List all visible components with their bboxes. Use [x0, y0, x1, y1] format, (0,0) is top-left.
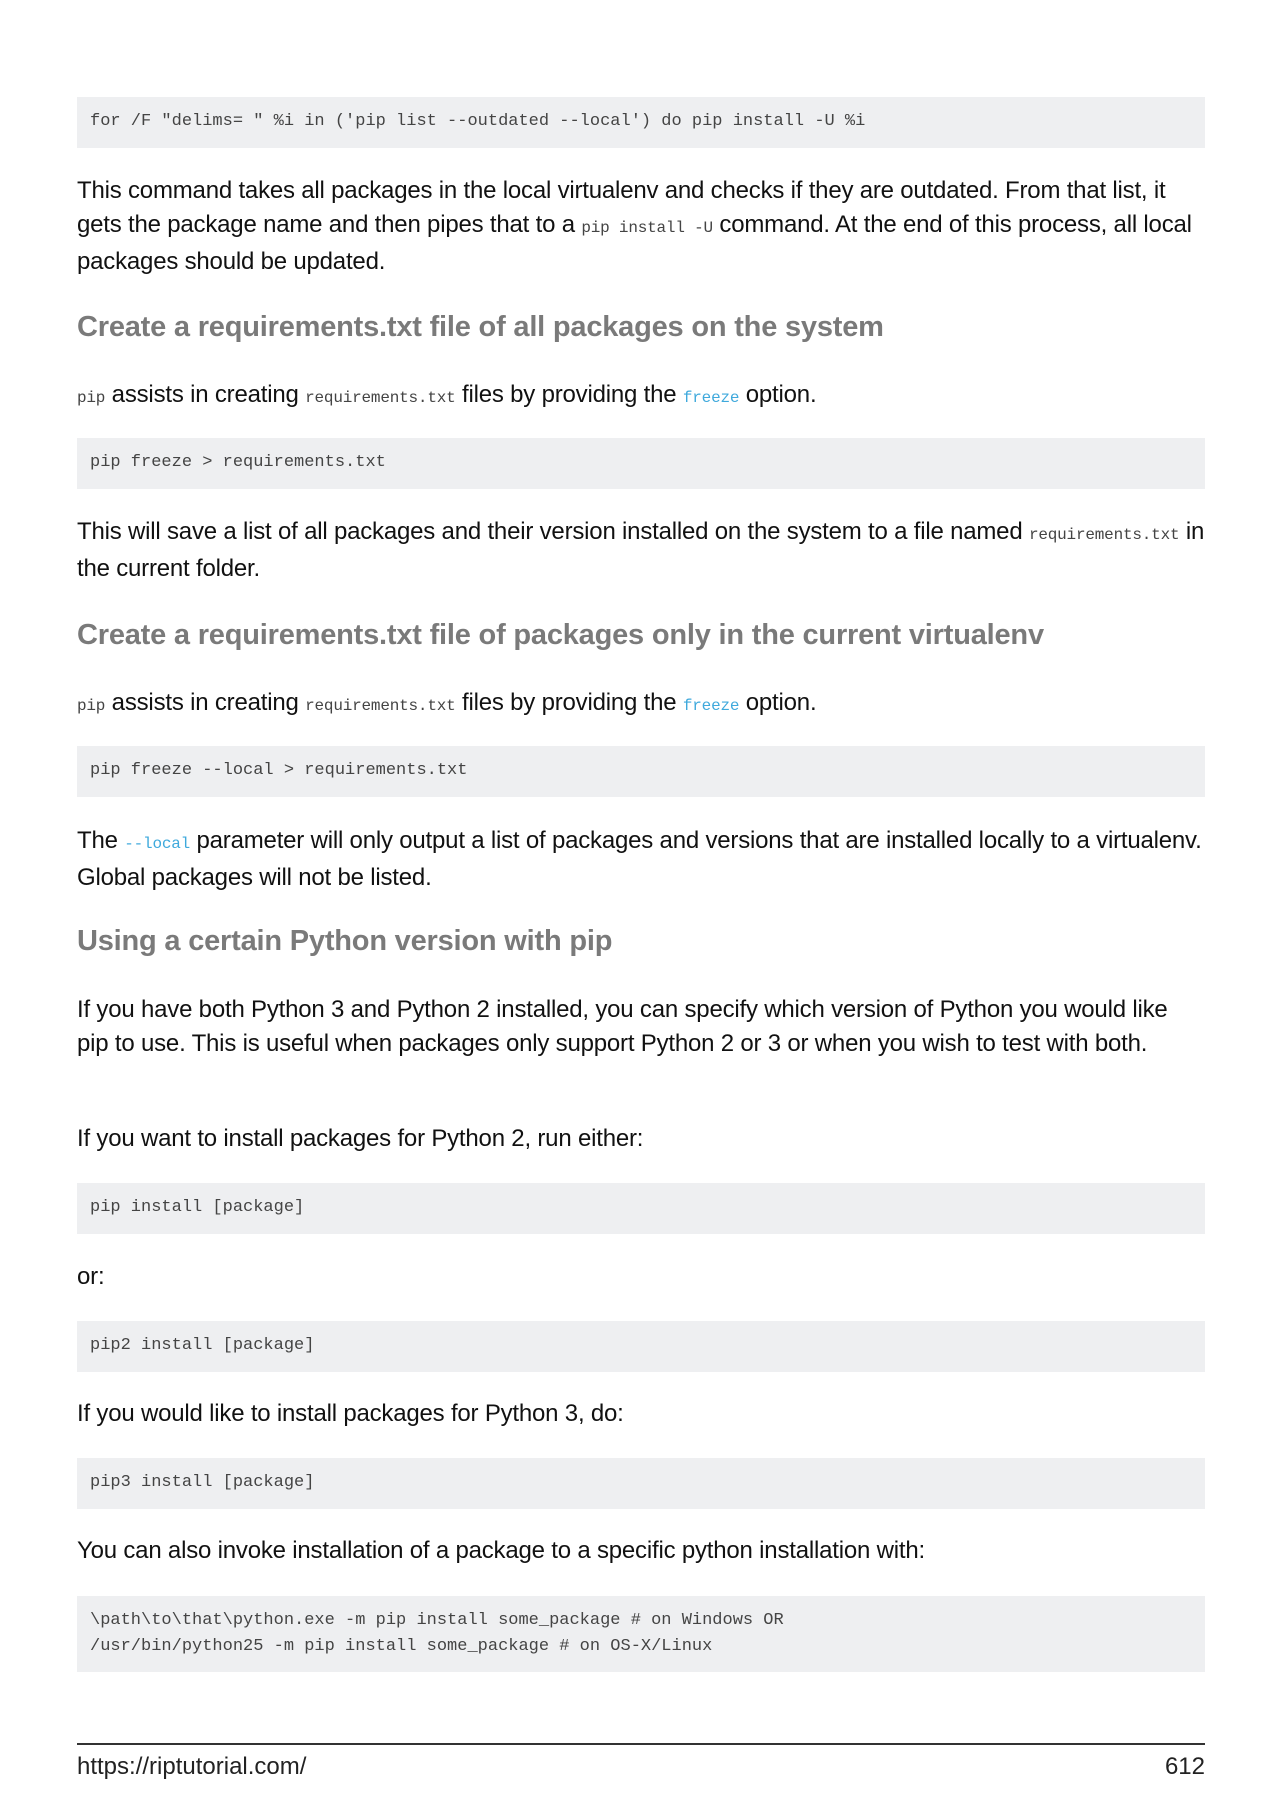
text: assists in creating — [105, 381, 306, 408]
freeze-link[interactable]: freeze — [682, 389, 740, 407]
paragraph-freeze-info — [77, 378, 1205, 415]
text: files by providing the — [455, 381, 683, 408]
paragraph-local-param — [77, 824, 1205, 895]
inline-code: requirements.txt — [305, 389, 456, 407]
paragraph-or: or: — [77, 1263, 105, 1290]
paragraph-specific-python: You can also invoke installation of a package to a specific python installation with: — [77, 1537, 925, 1564]
paragraph-freeze-info-2 — [77, 686, 1205, 723]
heading-requirements-virtualenv: Create a requirements.txt file of packages only in the current virtualenv — [77, 619, 1044, 651]
code-block-pip3-install — [77, 1458, 1205, 1509]
paragraph-freeze-result — [77, 515, 1205, 586]
text: This command takes all packages in the local virtualenv and checks if they are outdated. From that list, it gets the package name and then pipes that to a — [77, 177, 1166, 238]
paragraph-python3: If you would like to install packages for Python 3, do: — [77, 1400, 624, 1427]
inline-code: pip — [77, 697, 106, 715]
code-block-pip-install — [77, 1183, 1205, 1234]
paragraph-python2: If you want to install packages for Python 2, run either: — [77, 1125, 644, 1152]
code-block-pip-update-all — [77, 97, 1205, 148]
text: option. — [739, 381, 817, 408]
text: This will save a list of all packages and their version installed on the system to a file named — [77, 518, 1029, 545]
code-line: pip install [package] — [90, 1198, 305, 1217]
code-line: pip freeze --local > requirements.txt — [90, 761, 468, 780]
text: option. — [739, 689, 817, 716]
footer-url[interactable]: https://riptutorial.com/ — [77, 1753, 307, 1780]
text: parameter will only output a list of packages and versions that are installed locally to a virtualenv. Global packages will not be listed. — [77, 827, 1202, 891]
heading-python-version: Using a certain Python version with pip — [77, 925, 613, 957]
text: command. At the end of this process, all local packages should be updated. — [77, 211, 1192, 275]
code-block-pip-freeze — [77, 438, 1205, 489]
code-block-python-m-pip — [77, 1596, 1205, 1672]
heading-requirements-all: Create a requirements.txt file of all packages on the system — [77, 311, 884, 343]
code-line: for /F "delims= " %i in ('pip list --outdated --local') do pip install -U %i — [90, 112, 866, 131]
paragraph-update-explanation — [77, 174, 1205, 279]
inline-code: pip install -U — [581, 219, 713, 237]
page-footer — [77, 1752, 1205, 1782]
code-block-pip-freeze-local — [77, 746, 1205, 797]
inline-code: requirements.txt — [305, 697, 456, 715]
code-line: pip freeze > requirements.txt — [90, 453, 386, 472]
code-line: \path\to\that\python.exe -m pip install some_package # on Windows OR — [90, 1611, 784, 1630]
text: files by providing the — [455, 689, 683, 716]
footer-divider — [77, 1743, 1205, 1745]
text: The — [77, 827, 125, 854]
inline-code: pip — [77, 389, 106, 407]
code-line: pip2 install [package] — [90, 1336, 315, 1355]
local-link[interactable]: --local — [124, 835, 191, 853]
text: assists in creating — [105, 689, 306, 716]
text: in the current folder. — [77, 518, 1205, 582]
code-line: pip3 install [package] — [90, 1473, 315, 1492]
freeze-link[interactable]: freeze — [682, 697, 740, 715]
code-block-pip2-install — [77, 1321, 1205, 1372]
paragraph-python-versions: If you have both Python 3 and Python 2 installed, you can specify which version of Python you would like pip to use. This is useful when packages only support Python 2 or 3 or when you wish to test with both. — [77, 996, 1168, 1057]
code-line: /usr/bin/python25 -m pip install some_package # on OS-X/Linux — [90, 1637, 713, 1656]
page-number: 612 — [1164, 1753, 1205, 1780]
inline-code: requirements.txt — [1028, 526, 1180, 544]
